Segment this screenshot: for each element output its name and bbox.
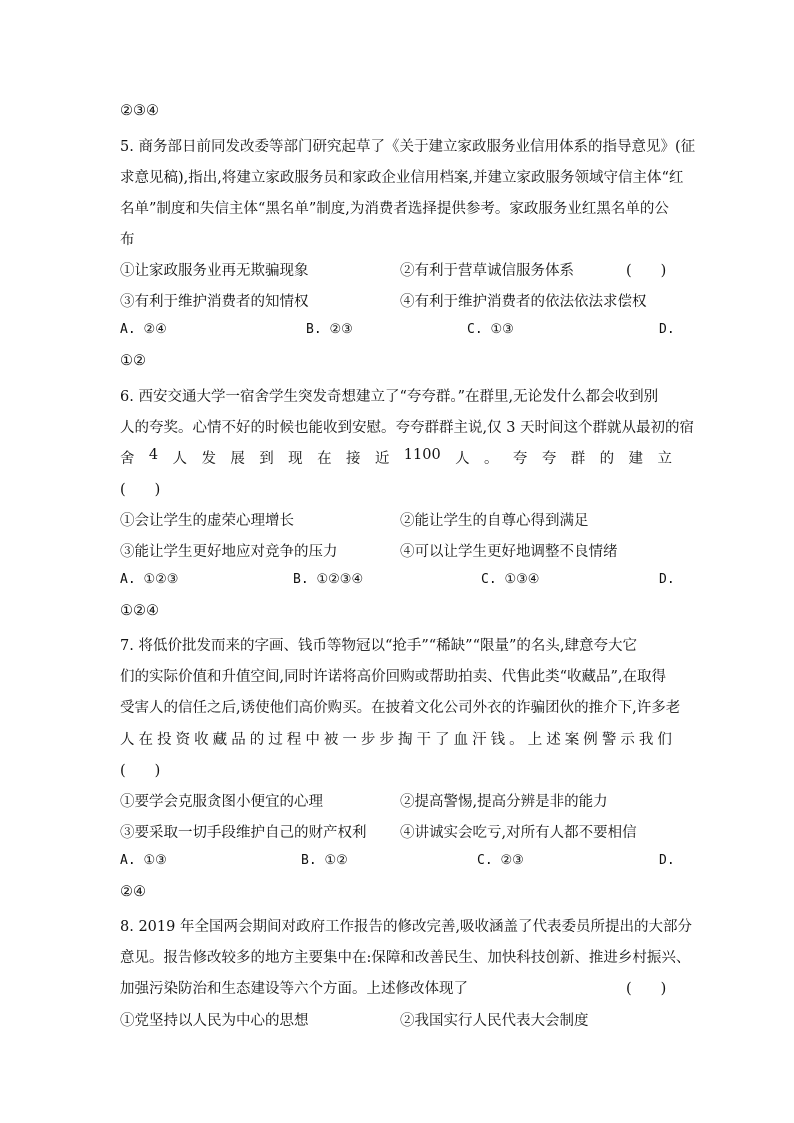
q7-stem-line-2: 们的实际价值和升值空间,同时许诺将高价回购或帮助拍卖、代售此类“收藏品”,在取得 xyxy=(120,669,667,685)
q5-choice-d: D. xyxy=(659,322,675,337)
q8-stem-line-3: 加强污染防治和生态建设等六个方面。上述修改体现了 xyxy=(120,981,468,997)
q6-option-2: ②能让学生的自尊心得到满足 xyxy=(400,513,589,529)
q5-option-2: ②有利于营草诚信服务体系 xyxy=(400,263,574,279)
word: 资 xyxy=(175,732,191,748)
q6-option-1: ①会让学生的虚荣心理增长 xyxy=(120,513,294,529)
word: 们 xyxy=(657,732,672,748)
q5-choice-b: B. ②③ xyxy=(306,322,353,337)
word: 人 xyxy=(172,451,188,467)
q7-stem-line-1: 7. 将低价批发而来的字画、钱币等物冠以“抢手”“稀缺”“限量”的名头,肆意夸大它 xyxy=(120,638,638,654)
word: 程 xyxy=(286,732,302,748)
q7-option-2: ②提高警惕,提高分辨是非的能力 xyxy=(400,794,608,810)
word: 夸 xyxy=(541,451,557,467)
q8-stem-line-2: 意见。报告修改较多的地方主要集中在:保障和改善民生、加快科技创新、推进乡村振兴、 xyxy=(120,950,691,966)
word: 血 xyxy=(453,732,469,748)
q6-choice-c: C. ①③④ xyxy=(481,572,540,587)
word: 发 xyxy=(201,451,216,467)
q6-stem-line-2: 人的夸奖。心情不好的时候也能收到安慰。夸夸群群主说,仅 3 天时间这个群就从最初的宿 xyxy=(120,420,695,436)
previous-answer-fragment: ②③④ xyxy=(120,103,159,119)
word: 被 xyxy=(323,732,339,748)
word: 人 xyxy=(455,451,470,467)
q5-stem-line-1: 5. 商务部日前同发改委等部门研究起草了《关于建立家政服务业信用体系的指导意见》(征 xyxy=(120,139,696,155)
q7-option-1: ①要学会克服贪图小便宜的心理 xyxy=(120,794,323,810)
q6-stem-line-3 xyxy=(120,447,672,468)
word: 示 xyxy=(620,732,635,748)
word: 到 xyxy=(259,451,274,467)
word: 接 xyxy=(345,451,361,467)
q5-stem-line-4: 布 xyxy=(120,232,135,248)
word: 钱 xyxy=(490,732,506,748)
q6-choice-d: D. xyxy=(659,572,675,587)
word: 夸 xyxy=(512,451,528,467)
word: 展 xyxy=(230,451,245,467)
q7-choice-a: A. ①③ xyxy=(120,853,167,868)
word: 了 xyxy=(435,732,450,748)
word: 警 xyxy=(601,732,617,748)
word: 步 xyxy=(379,732,394,748)
q7-choice-c: C. ②③ xyxy=(477,853,524,868)
q5-stem-line-3: 名单”制度和失信主体“黑名单”制度,为消费者选择提供参考。家政服务业红黑名单的公 xyxy=(120,201,669,217)
q6-choice-a: A. ①②③ xyxy=(120,572,179,587)
word: 人 xyxy=(120,732,135,748)
q6-option-3: ③能让学生更好地应对竞争的压力 xyxy=(120,544,338,560)
word: 群 xyxy=(570,451,586,467)
q5-choice-c: C. ①③ xyxy=(467,322,514,337)
q7-choice-b: B. ①② xyxy=(301,853,348,868)
q7-choice-d: D. xyxy=(659,853,675,868)
word: 建 xyxy=(628,451,644,467)
q5-option-4: ④有利于维护消费者的依法依法求偿权 xyxy=(400,294,647,310)
q7-option-3: ③要采取一切手段维护自己的财产权利 xyxy=(120,825,367,841)
word: 例 xyxy=(583,732,598,748)
q5-answer-paren: ( ) xyxy=(626,263,667,279)
word: 干 xyxy=(416,732,431,748)
word: 我 xyxy=(638,732,654,748)
q5-option-1: ①让家政服务业再无欺骗现象 xyxy=(120,263,309,279)
word: 案 xyxy=(564,732,580,748)
q7-stem-line-4 xyxy=(120,728,672,749)
word: 在 xyxy=(317,451,332,467)
word: 投 xyxy=(157,732,172,748)
q5-option-3: ③有利于维护消费者的知情权 xyxy=(120,294,309,310)
word: 的 xyxy=(249,732,265,748)
q5-choice-a: A. ②④ xyxy=(120,322,167,337)
q8-stem-line-1: 8. 2019 年全国两会期间对政府工作报告的修改完善,吸收涵盖了代表委员所提出的大部分 xyxy=(120,919,693,935)
q7-answer-paren: ( ) xyxy=(120,763,161,779)
word: 在 xyxy=(138,732,154,748)
word: 近 xyxy=(374,451,390,467)
word: 掏 xyxy=(397,732,413,748)
q6-stem-line-1: 6. 西安交通大学一宿舍学生突发奇想建立了“夸夸群。”在群里,无论发什么都会收到别 xyxy=(120,389,659,405)
word: 过 xyxy=(268,732,283,748)
q7-option-4: ④讲诚实会吃亏,对所有人都不要相信 xyxy=(400,825,637,841)
q6-choice-b: B. ①②③④ xyxy=(293,572,364,587)
q6-option-4: ④可以让学生更好地调整不良情绪 xyxy=(400,544,618,560)
word: 述 xyxy=(546,732,561,748)
q8-option-1: ①党坚持以人民为中心的思想 xyxy=(120,1013,309,1029)
q8-option-2: ②我国实行人民代表大会制度 xyxy=(400,1013,589,1029)
q6-answer-paren: ( ) xyxy=(120,482,161,498)
word: 立 xyxy=(657,451,672,467)
word: 藏 xyxy=(212,732,228,748)
word: 舍 xyxy=(120,451,135,467)
word: 汗 xyxy=(472,732,487,748)
q5-stem-line-2: 求意见稿),指出,将建立家政服务员和家政企业信用档案,并建立家政服务领域守信主体“红 xyxy=(120,170,684,186)
q8-answer-paren: ( ) xyxy=(626,981,667,997)
word: 1100 xyxy=(403,447,441,463)
word: 品 xyxy=(231,732,246,748)
word: 。 xyxy=(509,732,524,748)
q6-choice-d-content: ①②④ xyxy=(120,603,159,619)
word: 中 xyxy=(305,732,320,748)
word: 的 xyxy=(599,451,615,467)
word: 步 xyxy=(360,732,376,748)
word: 上 xyxy=(527,732,543,748)
q7-stem-line-3: 受害人的信任之后,诱使他们高价购买。在披着文化公司外衣的诈骗团伙的推介下,许多老 xyxy=(120,700,681,716)
word: 一 xyxy=(342,732,357,748)
word: 现 xyxy=(288,451,303,467)
word: 收 xyxy=(194,732,209,748)
word: 。 xyxy=(484,451,499,467)
q5-choice-d-content: ①② xyxy=(120,353,146,369)
q7-choice-d-content: ②④ xyxy=(120,884,146,900)
word: 4 xyxy=(148,447,159,463)
